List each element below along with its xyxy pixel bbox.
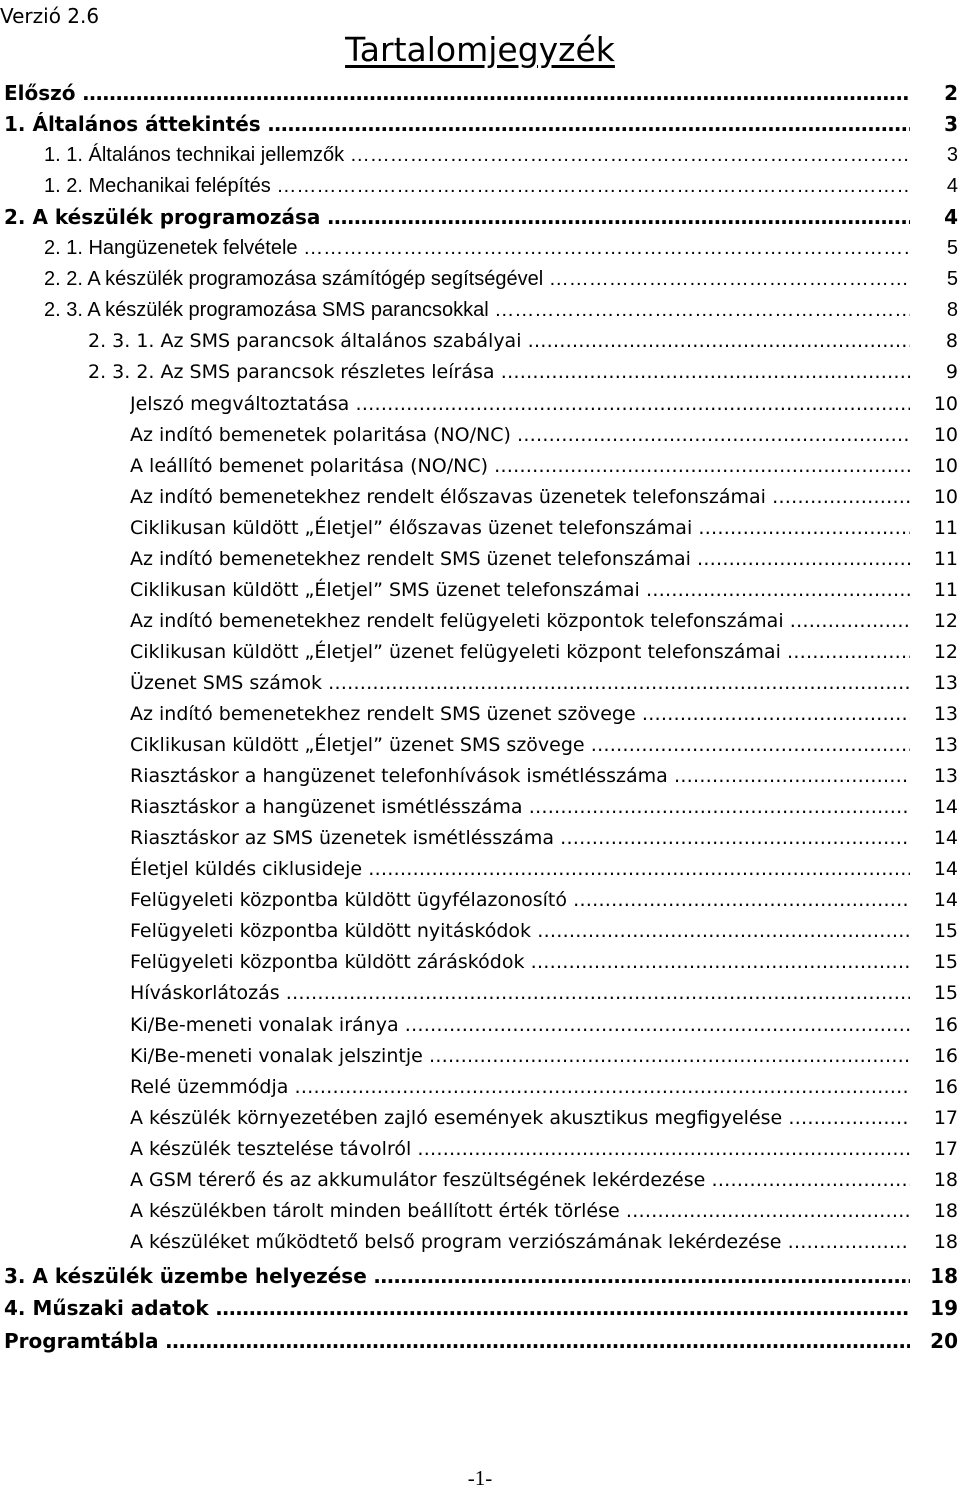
version-label: Verzió 2.6 (0, 4, 100, 28)
toc-entry-title: A készülék tesztelése távolról …………………………………………………………………………………………………………………………………………………………………………… (130, 1134, 910, 1165)
toc-entry-title: Ciklikusan küldött „Életjel” élőszavas üzenet telefonszámai …………………………………………………………………………………………………………………………………………………………………………… (130, 513, 910, 544)
toc-entry-title: Riasztáskor a hangüzenet ismétlésszáma …………………………………………………………………………………………………………………………………………………………………………… (130, 792, 910, 823)
toc-entry-page: 9 (945, 361, 958, 384)
toc-entry[interactable] (0, 1041, 960, 1072)
toc-entry-title: Az indító bemenetek polaritása (NO/NC) …………………………………………………………………………………………………………………………………………………………………………… (130, 420, 910, 451)
toc-entry-page: 15 (933, 951, 958, 974)
toc-entry[interactable] (0, 264, 960, 295)
toc-entry[interactable] (0, 575, 960, 606)
toc-entry-title: Ciklikusan küldött „Életjel” SMS üzenet telefonszámai …………………………………………………………………………………………………………………………………………………………………………… (130, 575, 910, 606)
toc-entry-title: Előszó …………………………………………………………………………………………………………………………………………………………………………… (4, 78, 910, 109)
toc-entry[interactable] (0, 668, 960, 699)
toc-entry-page: 11 (933, 547, 958, 570)
toc-entry-page: 13 (933, 734, 958, 757)
toc-entry-page: 13 (933, 765, 958, 788)
toc-entry[interactable] (0, 420, 960, 451)
toc-entry-page: 13 (933, 703, 958, 725)
toc-entry[interactable] (0, 947, 960, 978)
toc-entry[interactable] (0, 1134, 960, 1165)
toc-entry-page: 16 (933, 1075, 958, 1098)
toc-entry[interactable] (0, 295, 960, 326)
toc-entry-page: 10 (933, 392, 958, 415)
toc-entry[interactable] (0, 730, 960, 761)
toc-entry-title: 2. A készülék programozása …………………………………………………………………………………………………………………………………………………………………………… (4, 202, 910, 233)
toc-entry-page: 18 (933, 1168, 958, 1191)
toc-entry[interactable] (0, 451, 960, 482)
toc-entry[interactable] (0, 389, 960, 420)
toc-entry[interactable] (0, 978, 960, 1009)
toc-entry[interactable] (0, 482, 960, 513)
toc-entry-title: Felügyeleti központba küldött nyitáskódok …………………………………………………………………………………………………………………………………………………………………………… (130, 916, 910, 947)
toc-entry-page: 14 (933, 858, 958, 881)
toc-entry-title: Felügyeleti központba küldött záráskódok …………………………………………………………………………………………………………………………………………………………………………… (130, 947, 910, 978)
toc-entry-title: 1. 2. Mechanikai felépítés …………………………………………………………………………………………………………………………………………………………………………… (44, 171, 910, 202)
toc-entry-title: A készüléket működtető belső program verziószámának lekérdezése …………………………………………………………………………………………………………………………………………………………………………… (130, 1227, 910, 1258)
toc-entry-page: 8 (945, 330, 958, 353)
toc-entry[interactable] (0, 78, 960, 109)
toc-entry-title: 2. 2. A készülék programozása számítógép segítségével …………………………………………………………………………………………………………………………………………………………………………… (44, 264, 910, 295)
toc-entry[interactable] (0, 1010, 960, 1041)
toc-entry-page: 8 (946, 299, 958, 322)
toc-entry[interactable] (0, 916, 960, 947)
toc-entry[interactable] (0, 699, 960, 730)
toc-entry-title: Riasztáskor a hangüzenet telefonhívások ismétlésszáma …………………………………………………………………………………………………………………………………………………………………………… (130, 761, 910, 792)
toc-entry-title: Az indító bemenetekhez rendelt élőszavas üzenetek telefonszámai …………………………………………………………………………………………………………………………………………………………………………… (130, 482, 910, 513)
toc-entry-page: 3 (944, 112, 958, 137)
toc-entry[interactable] (0, 885, 960, 916)
toc-entry-title: A leállító bemenet polaritása (NO/NC) …………………………………………………………………………………………………………………………………………………………………………… (130, 451, 910, 482)
toc-entry-page: 16 (933, 1013, 958, 1036)
toc-entry-title: 4. Műszaki adatok …………………………………………………………………………………………………………………………………………………………………………… (4, 1293, 910, 1324)
toc-entry-title: 1. 1. Általános technikai jellemzők …………………………………………………………………………………………………………………………………………………………………………… (44, 140, 910, 171)
toc-entry[interactable] (0, 357, 960, 388)
toc-entry-title: Üzenet SMS számok …………………………………………………………………………………………………………………………………………………………………………… (130, 668, 910, 699)
toc-entry-page: 5 (946, 268, 958, 291)
toc-entry-title: Riasztáskor az SMS üzenetek ismétlésszáma …………………………………………………………………………………………………………………………………………………………………………… (130, 823, 910, 854)
toc-entry-page: 4 (946, 175, 958, 198)
toc-entry-page: 14 (933, 796, 958, 819)
toc-entry[interactable] (0, 792, 960, 823)
toc-entry[interactable] (0, 140, 960, 171)
toc-entry-title: Ciklikusan küldött „Életjel” üzenet felügyeleti központ telefonszámai …………………………………………………………………………………………………………………………………………………………………………… (130, 637, 910, 668)
toc-entry-page: 20 (930, 1328, 958, 1353)
toc-entry-page: 11 (933, 578, 958, 601)
toc-entry-title: 2. 3. 2. Az SMS parancsok részletes leírása …………………………………………………………………………………………………………………………………………………………………………… (88, 357, 910, 388)
toc-entry-page: 10 (933, 423, 958, 446)
toc-entry[interactable] (0, 171, 960, 202)
toc-entry-title: 3. A készülék üzembe helyezése …………………………………………………………………………………………………………………………………………………………………………… (4, 1261, 910, 1292)
toc-entry-title: Az indító bemenetekhez rendelt SMS üzenet szövege …………………………………………………………………………………………………………………………………………………………………………… (130, 699, 910, 730)
toc-entry[interactable] (0, 1326, 960, 1357)
toc-entry-page: 12 (933, 640, 958, 663)
toc-entry-page: 18 (930, 1263, 958, 1288)
toc-entry-page: 18 (933, 1230, 958, 1253)
toc-entry-page: 19 (930, 1296, 958, 1321)
toc-entry-page: 14 (933, 827, 958, 850)
toc-entry-title: Felügyeleti központba küldött ügyfélazonosító …………………………………………………………………………………………………………………………………………………………………………… (130, 885, 910, 916)
toc-entry[interactable] (0, 233, 960, 264)
toc-entry-page: 10 (933, 485, 958, 508)
toc-entry-title: 1. Általános áttekintés …………………………………………………………………………………………………………………………………………………………………………… (4, 109, 910, 140)
toc-entry[interactable] (0, 1196, 960, 1227)
toc-entry-page: 14 (933, 889, 958, 912)
toc-entry-page: 13 (933, 671, 958, 694)
toc-entry-title: 2. 1. Hangüzenetek felvétele …………………………………………………………………………………………………………………………………………………………………………… (44, 233, 910, 264)
toc-entry[interactable] (0, 326, 960, 357)
toc-entry-page: 10 (933, 454, 958, 477)
toc-entry-title: Ciklikusan küldött „Életjel” üzenet SMS szövege …………………………………………………………………………………………………………………………………………………………………………… (130, 730, 910, 761)
toc-entry[interactable] (0, 1261, 960, 1292)
toc-entry[interactable] (0, 1165, 960, 1196)
toc-entry-page: 12 (933, 609, 958, 632)
toc-entry-page: 18 (933, 1199, 958, 1222)
toc-entry[interactable] (0, 109, 960, 140)
toc-entry-title: A GSM térerő és az akkumulátor feszültségének lekérdezése …………………………………………………………………………………………………………………………………………………………………………… (130, 1165, 910, 1196)
toc-entry-title: A készülékben tárolt minden beállított érték törlése …………………………………………………………………………………………………………………………………………………………………………… (130, 1196, 910, 1227)
toc-entry-page: 3 (946, 144, 958, 167)
toc-entry-page: 15 (933, 920, 958, 943)
toc-entry-title: Jelszó megváltoztatása …………………………………………………………………………………………………………………………………………………………………………… (130, 389, 910, 420)
toc-entry-page: 2 (944, 81, 958, 105)
toc-entry[interactable] (0, 854, 960, 885)
toc-entry[interactable] (0, 513, 960, 544)
toc-entry-page: 4 (944, 205, 958, 230)
toc-entry[interactable] (0, 1072, 960, 1103)
toc-entry-page: 17 (933, 1137, 958, 1160)
toc-entry-page: 5 (946, 237, 958, 260)
toc-entry-title: Programtábla …………………………………………………………………………………………………………………………………………………………………………… (4, 1326, 910, 1357)
toc-entry[interactable] (0, 1227, 960, 1258)
toc-entry-page: 17 (933, 1106, 958, 1129)
toc-entry-title: Életjel küldés ciklusideje …………………………………………………………………………………………………………………………………………………………………………… (130, 854, 910, 885)
page-number: -1- (467, 1466, 493, 1490)
toc-entry[interactable] (0, 544, 960, 575)
toc-entry-title: Az indító bemenetekhez rendelt SMS üzenet telefonszámai …………………………………………………………………………………………………………………………………………………………………………… (130, 544, 910, 575)
toc-entry-title: Relé üzemmódja …………………………………………………………………………………………………………………………………………………………………………… (130, 1072, 910, 1103)
toc-entry[interactable] (0, 823, 960, 854)
page-title: Tartalomjegyzék (345, 30, 615, 69)
toc-entry-title: Az indító bemenetekhez rendelt felügyeleti központok telefonszámai …………………………………………………………………………………………………………………………………………………………………………… (130, 606, 910, 637)
toc-entry[interactable] (0, 1293, 960, 1324)
toc-entry-title: A készülék környezetében zajló események akusztikus megfigyelése …………………………………………………………………………………………………………………………………………………………………………… (130, 1103, 910, 1134)
toc-entry[interactable] (0, 606, 960, 637)
toc-entry-page: 11 (933, 516, 958, 539)
toc-entry-title: Ki/Be-meneti vonalak iránya …………………………………………………………………………………………………………………………………………………………………………… (130, 1010, 910, 1041)
toc-entry[interactable] (0, 637, 960, 668)
toc-entry-page: 15 (933, 982, 958, 1005)
toc-entry-title: Ki/Be-meneti vonalak jelszintje …………………………………………………………………………………………………………………………………………………………………………… (130, 1041, 910, 1072)
toc-entry-title: Híváskorlátozás …………………………………………………………………………………………………………………………………………………………………………… (130, 978, 910, 1009)
toc-entry[interactable] (0, 761, 960, 792)
toc-entry-title: 2. 3. A készülék programozása SMS parancsokkal …………………………………………………………………………………………………………………………………………………………………………… (44, 295, 910, 326)
toc-entry[interactable] (0, 1103, 960, 1134)
toc-entry[interactable] (0, 202, 960, 233)
toc-entry-page: 16 (933, 1044, 958, 1067)
toc-entry-title: 2. 3. 1. Az SMS parancsok általános szabályai …………………………………………………………………………………………………………………………………………………………………………… (88, 326, 910, 357)
